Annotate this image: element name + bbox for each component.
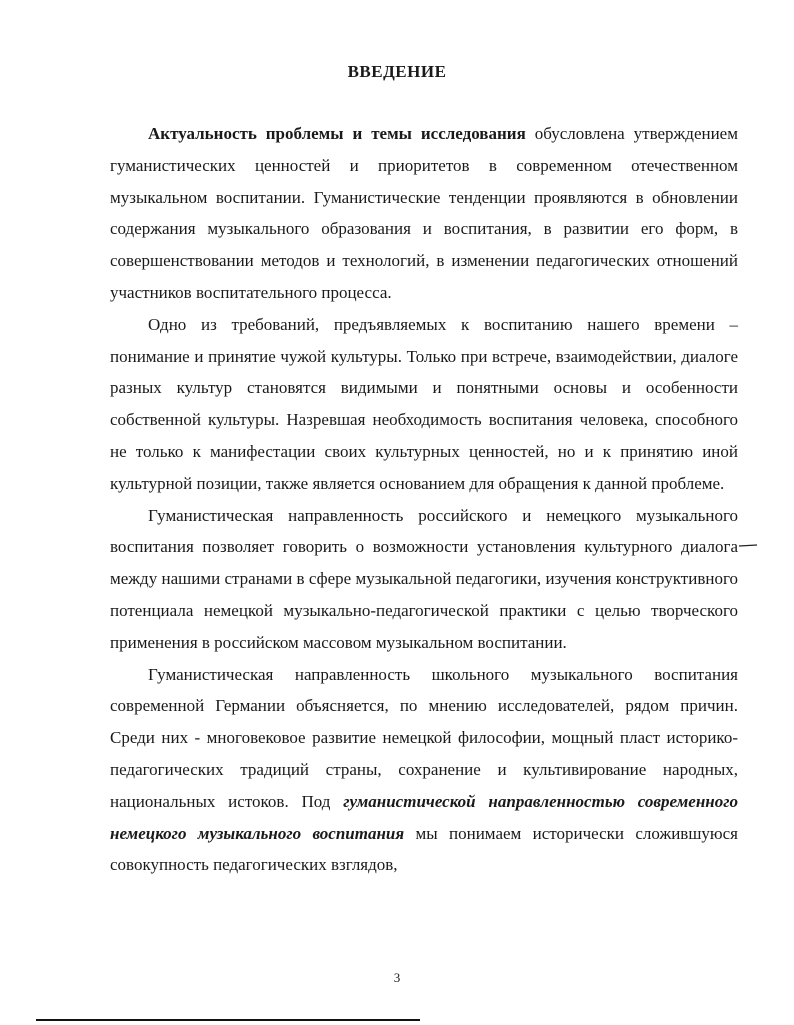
paragraph-1 <box>110 118 738 309</box>
paragraph-4-text-after: мы понимаем исторически сложившуюся совокупность педагогических взглядов, <box>110 823 738 875</box>
footer-rule <box>36 1019 420 1021</box>
document-body <box>110 118 738 881</box>
page-title: ВВЕДЕНИЕ <box>347 62 447 81</box>
paragraph-4-emphasis: гуманистической направленностью современного немецкого музыкального воспитания <box>110 791 738 843</box>
paragraph-1-text: обусловлена утверждением гуманистических ценностей и приоритетов в современном отечественном музыкальном воспитании. Гуманистические тенденции проявляются в обновлении содержания музыкального образования и воспитания, в развитии его форм, в совершенствовании методов и технологий, в изменении педагогических отношений участников воспитательного процесса. <box>110 124 738 302</box>
pen-mark-icon <box>738 543 758 549</box>
paragraph-4 <box>110 659 738 882</box>
page-number: 3 <box>393 970 401 985</box>
paragraph-1-lead: Актуальность проблемы и темы исследования <box>148 124 526 143</box>
paragraph-3: Гуманистическая направленность российского и немецкого музыкального воспитания позволяет говорить о возможности установления культурного диалога между нашими странами в сфере музыкальной педагогики, изучения конструктивного потенциала немецкой музыкально-педагогической практики с целью творческого применения в российском массовом музыкальном воспитании. <box>110 505 738 652</box>
paragraph-2: Одно из требований, предъявляемых к воспитанию нашего времени – понимание и принятие чужой культуры. Только при встрече, взаимодействии, диалоге разных культур становятся видимыми и понятными основы и особенности собственной культуры. Назревшая необходимость воспитания человека, способного не только к манифестации своих культурных ценностей, но и к принятию иной культурной позиции, также является основанием для обращения к данной проблеме. <box>110 314 738 493</box>
paragraph-4-text-before: Гуманистическая направленность школьного музыкального воспитания современной Германии объясняется, по мнению исследователей, рядом причин. Среди них - многовековое развитие немецкой философии, мощный пласт историко-педагогических традиций страны, сохранение и культивирование народных, национальных истоков. Под <box>110 664 738 811</box>
